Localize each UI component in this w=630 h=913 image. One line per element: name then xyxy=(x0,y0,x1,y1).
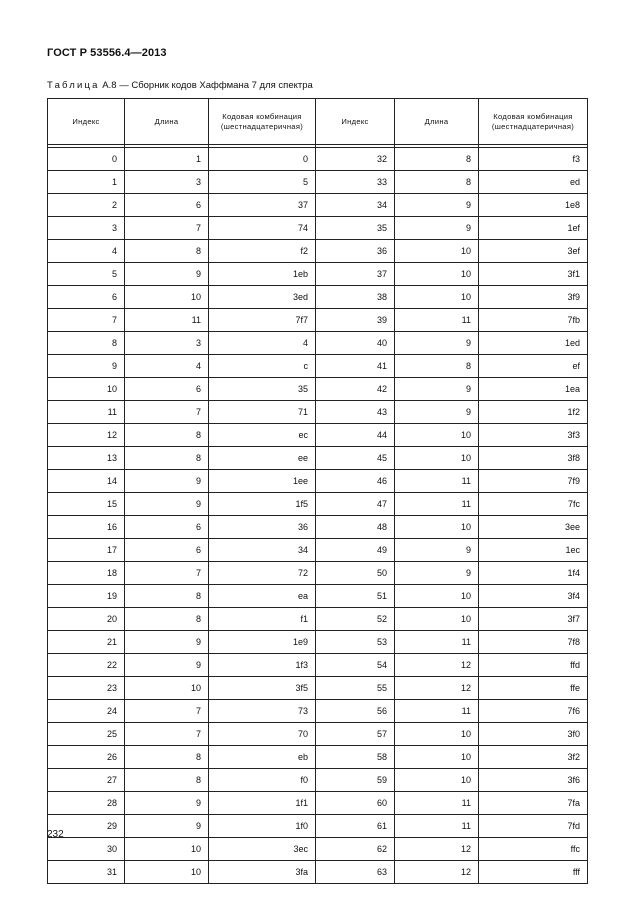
table-cell: 35 xyxy=(316,217,395,240)
table-cell: 8 xyxy=(395,148,479,171)
table-cell: 38 xyxy=(316,286,395,309)
table-row xyxy=(48,562,588,585)
table-cell: 41 xyxy=(316,355,395,378)
table-cell: 12 xyxy=(395,861,479,884)
table-cell: 43 xyxy=(316,401,395,424)
table-cell: 9 xyxy=(395,194,479,217)
table-cell: 12 xyxy=(395,677,479,700)
table-cell: 4 xyxy=(125,355,209,378)
table-cell: 9 xyxy=(48,355,125,378)
table-cell: 1ee xyxy=(209,470,316,493)
table-cell: 10 xyxy=(395,769,479,792)
table-cell: 21 xyxy=(48,631,125,654)
table-cell: 2 xyxy=(48,194,125,217)
table-cell: 25 xyxy=(48,723,125,746)
table-row xyxy=(48,355,588,378)
table-cell: 10 xyxy=(395,286,479,309)
table-cell: 10 xyxy=(395,723,479,746)
table-cell: 4 xyxy=(48,240,125,263)
table-cell: 26 xyxy=(48,746,125,769)
table-cell: 9 xyxy=(125,493,209,516)
table-row xyxy=(48,217,588,240)
table-cell: 10 xyxy=(395,240,479,263)
table-cell: 53 xyxy=(316,631,395,654)
table-cell: 7 xyxy=(125,723,209,746)
table-cell: 63 xyxy=(316,861,395,884)
table-row xyxy=(48,447,588,470)
table-cell: 1ea xyxy=(479,378,588,401)
table-row xyxy=(48,148,588,171)
page-number: 232 xyxy=(47,829,64,840)
table-cell: 3f4 xyxy=(479,585,588,608)
table-cell: 5 xyxy=(48,263,125,286)
table-cell: 4 xyxy=(209,332,316,355)
table-cell: 7 xyxy=(125,562,209,585)
table-cell: 7fc xyxy=(479,493,588,516)
table-cell: 8 xyxy=(125,424,209,447)
table-cell: 6 xyxy=(125,194,209,217)
table-cell: ffd xyxy=(479,654,588,677)
table-cell: 1e8 xyxy=(479,194,588,217)
table-cell: 56 xyxy=(316,700,395,723)
column-header: Длина xyxy=(125,99,209,145)
table-cell: 72 xyxy=(209,562,316,585)
table-row xyxy=(48,378,588,401)
table-cell: 3ec xyxy=(209,838,316,861)
table-caption xyxy=(47,80,313,91)
table-cell: 10 xyxy=(125,286,209,309)
table-cell: 8 xyxy=(48,332,125,355)
table-cell: 9 xyxy=(395,378,479,401)
table-cell: f0 xyxy=(209,769,316,792)
table-row xyxy=(48,470,588,493)
table-cell: 10 xyxy=(395,516,479,539)
table-cell: 1f1 xyxy=(209,792,316,815)
table-cell: 9 xyxy=(395,539,479,562)
table-cell: 13 xyxy=(48,447,125,470)
table-cell: f3 xyxy=(479,148,588,171)
table-cell: 1 xyxy=(48,171,125,194)
table-row xyxy=(48,309,588,332)
table-row xyxy=(48,516,588,539)
table-cell: 39 xyxy=(316,309,395,332)
table-cell: 10 xyxy=(395,263,479,286)
table-cell: 3 xyxy=(125,171,209,194)
table-cell: 29 xyxy=(48,815,125,838)
table-cell: 28 xyxy=(48,792,125,815)
table-cell: 20 xyxy=(48,608,125,631)
table-cell: ea xyxy=(209,585,316,608)
table-cell: 57 xyxy=(316,723,395,746)
table-cell: 23 xyxy=(48,677,125,700)
table-cell: 51 xyxy=(316,585,395,608)
table-cell: 1f0 xyxy=(209,815,316,838)
table-cell: 7f9 xyxy=(479,470,588,493)
table-cell: 10 xyxy=(125,838,209,861)
table-cell: 16 xyxy=(48,516,125,539)
table-cell: 22 xyxy=(48,654,125,677)
table-cell: 5 xyxy=(209,171,316,194)
table-row xyxy=(48,401,588,424)
table-cell: 6 xyxy=(48,286,125,309)
table-cell: 3 xyxy=(125,332,209,355)
table-cell: 3f3 xyxy=(479,424,588,447)
table-cell: 9 xyxy=(125,815,209,838)
table-cell: 71 xyxy=(209,401,316,424)
table-cell: 8 xyxy=(125,746,209,769)
table-cell: 1f5 xyxy=(209,493,316,516)
table-cell: 18 xyxy=(48,562,125,585)
table-cell: 35 xyxy=(209,378,316,401)
table-cell: 7 xyxy=(125,401,209,424)
table-row xyxy=(48,608,588,631)
table-row xyxy=(48,240,588,263)
table-cell: 47 xyxy=(316,493,395,516)
table-cell: 74 xyxy=(209,217,316,240)
table-cell: fff xyxy=(479,861,588,884)
table-cell: 7f8 xyxy=(479,631,588,654)
table-cell: 7fa xyxy=(479,792,588,815)
table-cell: 3ed xyxy=(209,286,316,309)
table-cell: 1f4 xyxy=(479,562,588,585)
column-header: Индекс xyxy=(48,99,125,145)
table-cell: 7fb xyxy=(479,309,588,332)
table-cell: 50 xyxy=(316,562,395,585)
table-cell: 59 xyxy=(316,769,395,792)
table-cell: 6 xyxy=(125,539,209,562)
table-cell: eb xyxy=(209,746,316,769)
table-row xyxy=(48,286,588,309)
table-row xyxy=(48,792,588,815)
table-cell: 6 xyxy=(125,378,209,401)
table-cell: 11 xyxy=(395,792,479,815)
table-cell: 3f8 xyxy=(479,447,588,470)
table-cell: 11 xyxy=(395,493,479,516)
table-cell: 70 xyxy=(209,723,316,746)
table-cell: 12 xyxy=(48,424,125,447)
table-cell: ec xyxy=(209,424,316,447)
table-cell: 58 xyxy=(316,746,395,769)
table-cell: 1e9 xyxy=(209,631,316,654)
table-cell: 3f9 xyxy=(479,286,588,309)
table-cell: 48 xyxy=(316,516,395,539)
table-cell: 7f6 xyxy=(479,700,588,723)
table-cell: f1 xyxy=(209,608,316,631)
table-cell: 9 xyxy=(125,654,209,677)
table-cell: 11 xyxy=(395,309,479,332)
table-cell: 14 xyxy=(48,470,125,493)
table-cell: 49 xyxy=(316,539,395,562)
table-row xyxy=(48,631,588,654)
table-cell: 12 xyxy=(395,838,479,861)
table-row xyxy=(48,746,588,769)
table-cell: 37 xyxy=(316,263,395,286)
column-header: Кодовая комбинация (шестнадцатеричная) xyxy=(479,99,588,145)
table-row xyxy=(48,654,588,677)
table-cell: 9 xyxy=(125,470,209,493)
table-row xyxy=(48,838,588,861)
huffman-code-table xyxy=(47,98,588,884)
document-header: ГОСТ Р 53556.4—2013 xyxy=(47,47,167,59)
table-row xyxy=(48,194,588,217)
table-cell: 61 xyxy=(316,815,395,838)
table-cell: 31 xyxy=(48,861,125,884)
table-cell: 11 xyxy=(48,401,125,424)
table-cell: ef xyxy=(479,355,588,378)
table-cell: 17 xyxy=(48,539,125,562)
table-cell: 10 xyxy=(125,861,209,884)
table-cell: 9 xyxy=(395,562,479,585)
table-row xyxy=(48,539,588,562)
table-cell: 44 xyxy=(316,424,395,447)
table-cell: 19 xyxy=(48,585,125,608)
table-row xyxy=(48,700,588,723)
table-cell: 42 xyxy=(316,378,395,401)
table-cell: 45 xyxy=(316,447,395,470)
table-cell: 3f5 xyxy=(209,677,316,700)
table-cell: 36 xyxy=(316,240,395,263)
table-cell: 1ec xyxy=(479,539,588,562)
table-cell: 3fa xyxy=(209,861,316,884)
table-cell: 46 xyxy=(316,470,395,493)
table-cell: 55 xyxy=(316,677,395,700)
table-cell: c xyxy=(209,355,316,378)
table-cell: 7 xyxy=(48,309,125,332)
table-cell: 10 xyxy=(395,447,479,470)
table-cell: 40 xyxy=(316,332,395,355)
table-cell: 8 xyxy=(125,447,209,470)
table-cell: 3 xyxy=(48,217,125,240)
table-cell: 0 xyxy=(209,148,316,171)
table-row xyxy=(48,677,588,700)
table-cell: 30 xyxy=(48,838,125,861)
table-cell: 7 xyxy=(125,217,209,240)
table-cell: 9 xyxy=(125,792,209,815)
table-cell: 1eb xyxy=(209,263,316,286)
table-cell: 12 xyxy=(395,654,479,677)
column-header: Кодовая комбинация (шестнадцатеричная) xyxy=(209,99,316,145)
table-cell: ffc xyxy=(479,838,588,861)
table-cell: 9 xyxy=(395,217,479,240)
table-cell: ed xyxy=(479,171,588,194)
table-cell: 8 xyxy=(125,769,209,792)
table-cell: 34 xyxy=(209,539,316,562)
table-cell: f2 xyxy=(209,240,316,263)
table-row xyxy=(48,769,588,792)
table-cell: ee xyxy=(209,447,316,470)
table-cell: 6 xyxy=(125,516,209,539)
table-cell: 3f1 xyxy=(479,263,588,286)
table-cell: 1f2 xyxy=(479,401,588,424)
table-cell: 62 xyxy=(316,838,395,861)
table-row xyxy=(48,332,588,355)
table-cell: 24 xyxy=(48,700,125,723)
table-cell: 3f2 xyxy=(479,746,588,769)
table-caption-text: А.8 — Сборник кодов Хаффмана 7 для спектра xyxy=(99,80,313,91)
table-cell: 8 xyxy=(125,608,209,631)
table-cell: 10 xyxy=(395,746,479,769)
table-cell: 3f0 xyxy=(479,723,588,746)
table-row xyxy=(48,815,588,838)
table-cell: 1 xyxy=(125,148,209,171)
table-cell: 33 xyxy=(316,171,395,194)
table-cell: 8 xyxy=(395,171,479,194)
table-cell: 34 xyxy=(316,194,395,217)
table-cell: 1f3 xyxy=(209,654,316,677)
table-row xyxy=(48,861,588,884)
table-cell: 7fd xyxy=(479,815,588,838)
table-cell: 0 xyxy=(48,148,125,171)
table-cell: 8 xyxy=(125,585,209,608)
table-row xyxy=(48,171,588,194)
table-row xyxy=(48,263,588,286)
table-cell: 10 xyxy=(48,378,125,401)
table-cell: 32 xyxy=(316,148,395,171)
table-cell: 10 xyxy=(125,677,209,700)
column-header: Индекс xyxy=(316,99,395,145)
table-cell: 3ee xyxy=(479,516,588,539)
table-row xyxy=(48,585,588,608)
table-caption-label: Таблица xyxy=(47,80,100,91)
table-cell: 10 xyxy=(395,424,479,447)
table-cell: 11 xyxy=(125,309,209,332)
table-cell: 3f6 xyxy=(479,769,588,792)
table-cell: 36 xyxy=(209,516,316,539)
table-cell: 9 xyxy=(125,631,209,654)
table-cell: 3f7 xyxy=(479,608,588,631)
table-cell: 7 xyxy=(125,700,209,723)
table-cell: 73 xyxy=(209,700,316,723)
table-cell: 11 xyxy=(395,700,479,723)
table-cell: 11 xyxy=(395,815,479,838)
table-cell: 9 xyxy=(125,263,209,286)
table-cell: 54 xyxy=(316,654,395,677)
table-cell: 1ed xyxy=(479,332,588,355)
table-row xyxy=(48,493,588,516)
table-cell: 11 xyxy=(395,631,479,654)
table-row xyxy=(48,424,588,447)
table-cell: 37 xyxy=(209,194,316,217)
table-cell: 11 xyxy=(395,470,479,493)
table-cell: 8 xyxy=(125,240,209,263)
table-cell: 15 xyxy=(48,493,125,516)
table-cell: 52 xyxy=(316,608,395,631)
table-cell: 10 xyxy=(395,608,479,631)
table-cell: 60 xyxy=(316,792,395,815)
column-header: Длина xyxy=(395,99,479,145)
table-cell: 10 xyxy=(395,585,479,608)
table-cell: 3ef xyxy=(479,240,588,263)
table-cell: 9 xyxy=(395,401,479,424)
table-cell: ffe xyxy=(479,677,588,700)
table-cell: 1ef xyxy=(479,217,588,240)
table-cell: 27 xyxy=(48,769,125,792)
table-cell: 8 xyxy=(395,355,479,378)
table-cell: 9 xyxy=(395,332,479,355)
table-row xyxy=(48,723,588,746)
table-cell: 7f7 xyxy=(209,309,316,332)
table-header-row xyxy=(48,99,588,145)
